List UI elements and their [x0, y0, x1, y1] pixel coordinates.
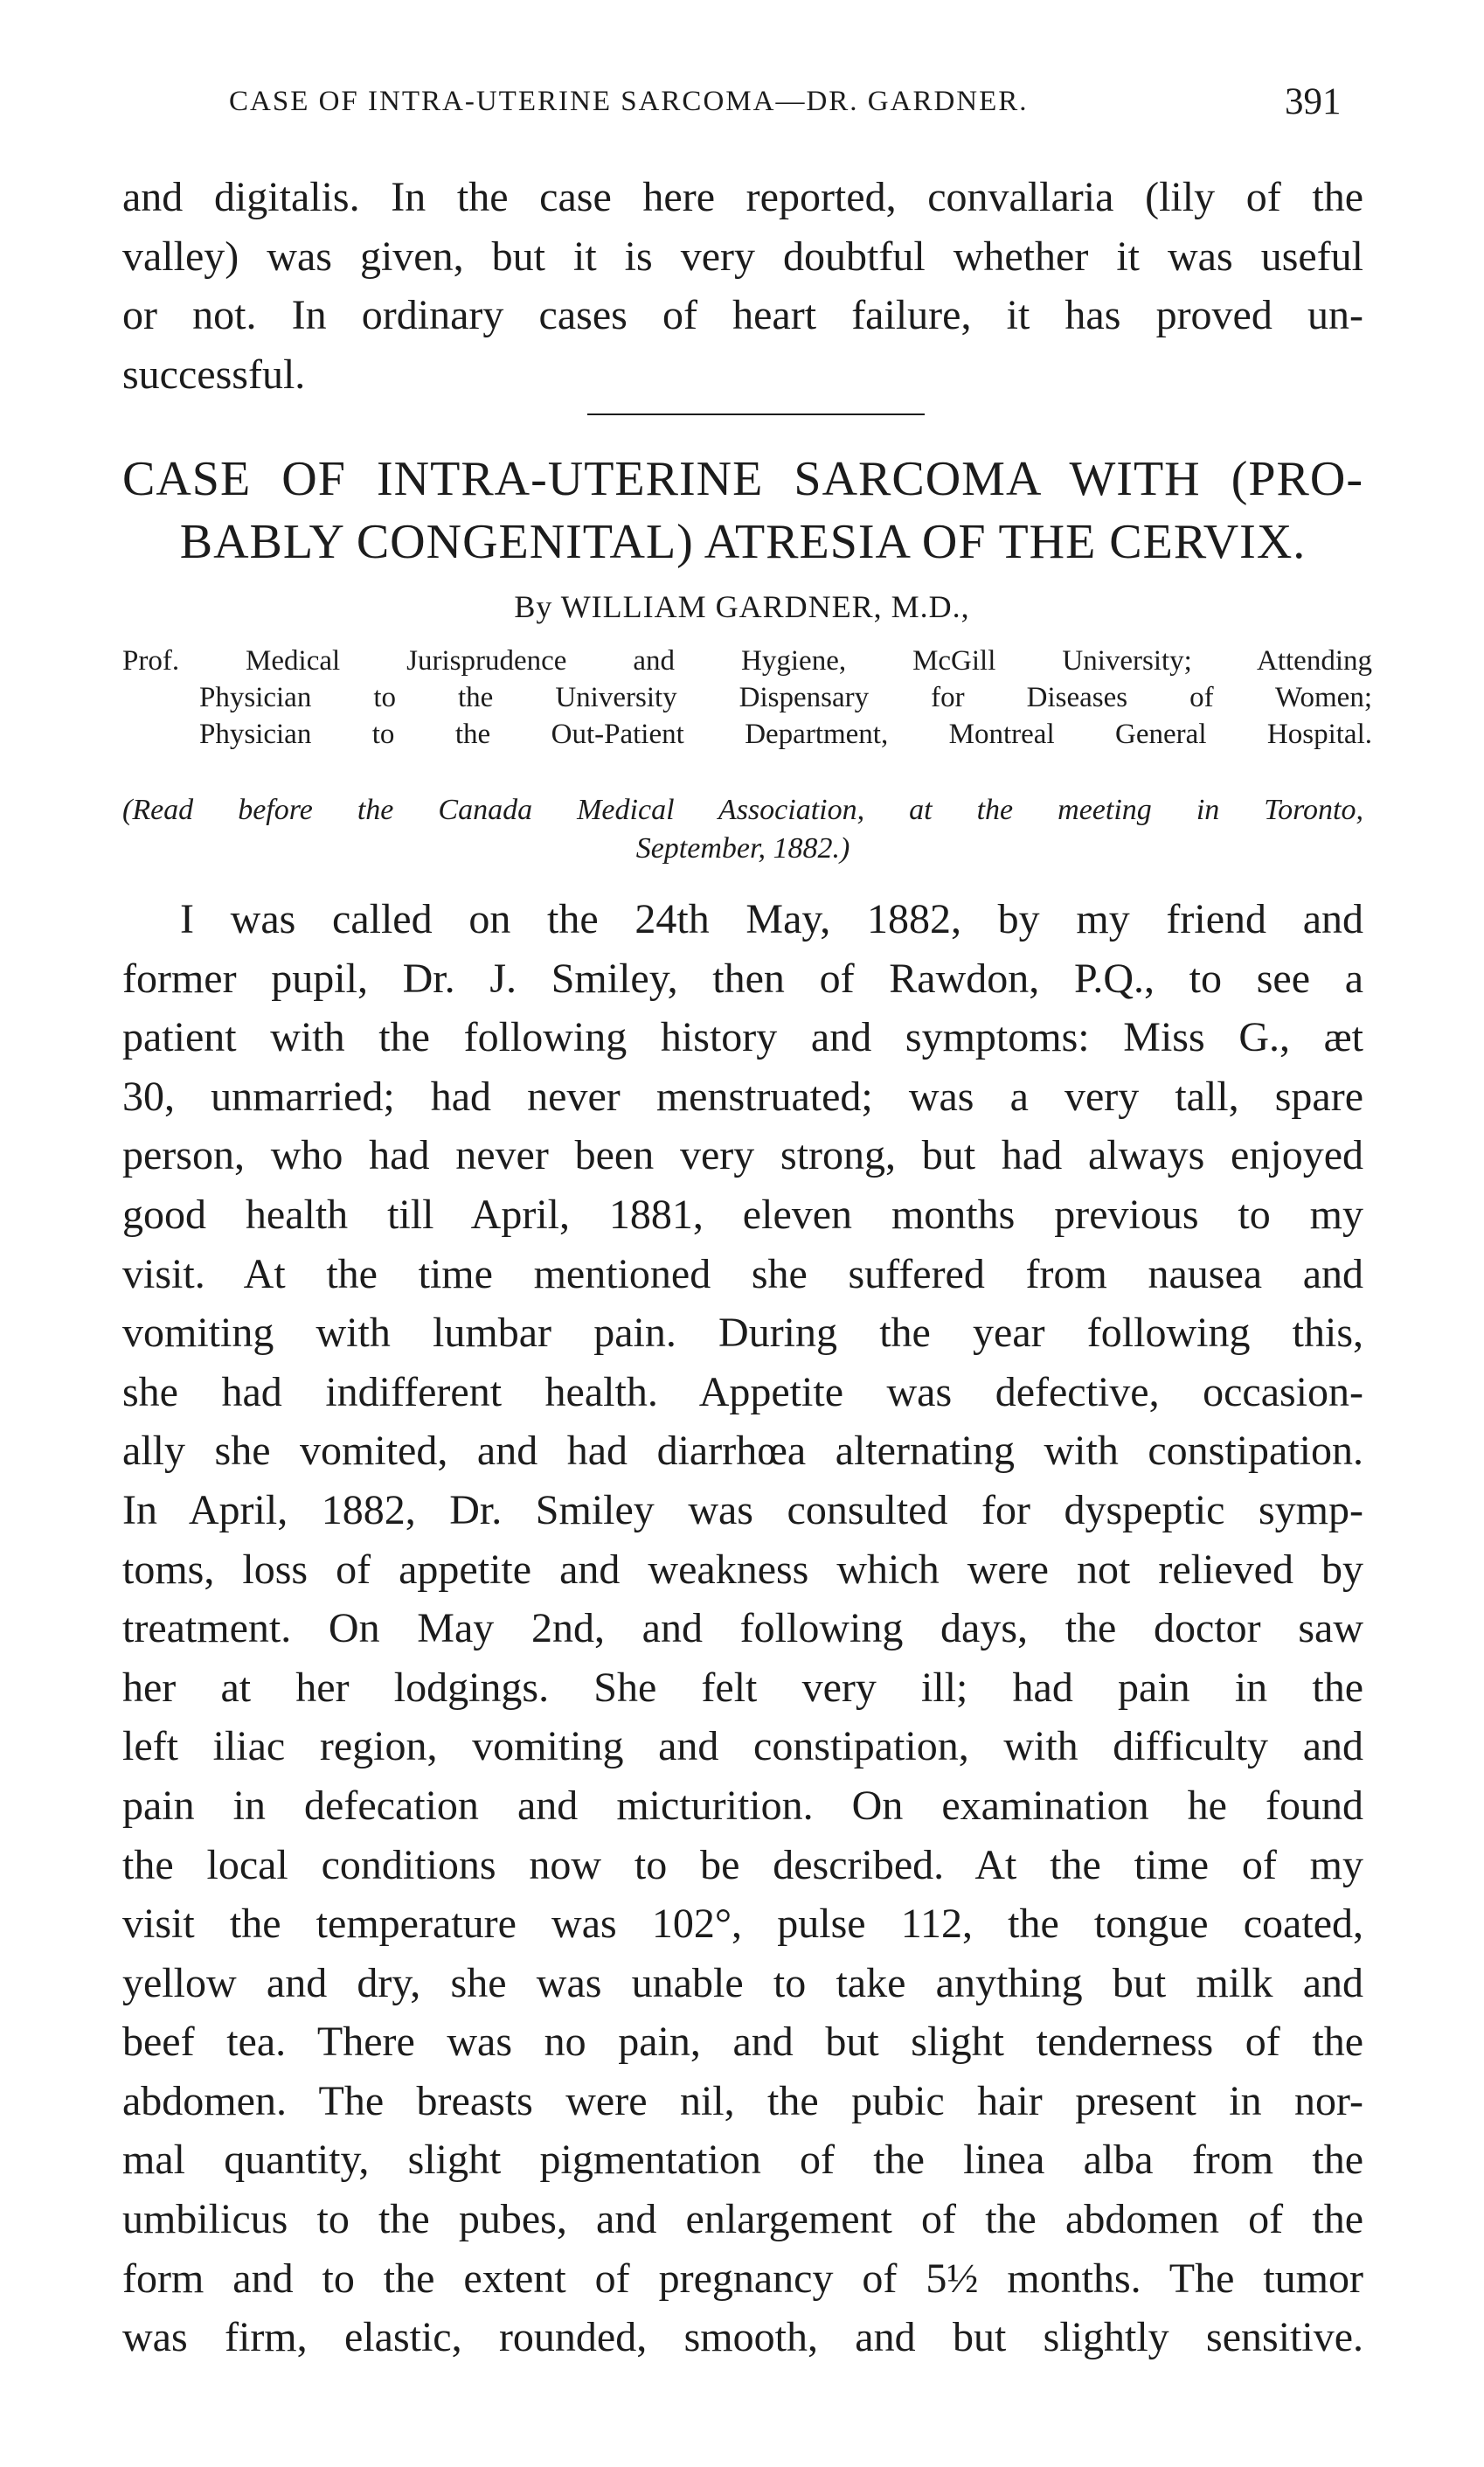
text-line: and digitalis. In the case here reported, convallaria (lily of the — [122, 174, 1363, 220]
text-line: In April, 1882, Dr. Smiley was consulted for dyspeptic symp- — [122, 1486, 1363, 1533]
affiliation-line: Physician to the Out-Patient Department, Montreal General Hospital. — [199, 719, 1372, 750]
text-line: person, who had never been very strong, but had always enjoyed — [122, 1132, 1363, 1179]
text-line: former pupil, Dr. J. Smiley, then of Rawdon, P.Q., to see a — [122, 955, 1363, 1002]
text-line: toms, loss of appetite and weakness which were not relieved by — [122, 1546, 1363, 1593]
text-line: left iliac region, vomiting and constipation, with difficulty and — [122, 1723, 1363, 1770]
text-line: was firm, elastic, rounded, smooth, and but slightly sensitive. — [122, 2314, 1363, 2361]
presentation-note-line: September, 1882.) — [635, 832, 850, 865]
text-line: she had indifferent health. Appetite was defective, occasion- — [122, 1368, 1363, 1415]
text-line: beef tea. There was no pain, and but slight tenderness of the — [122, 2019, 1363, 2066]
article-title — [122, 448, 1363, 573]
presentation-note-line: (Read before the Canada Medical Association, at the meeting in Toronto, — [122, 794, 1363, 826]
article-title-line: CASE OF INTRA-UTERINE SARCOMA WITH (PRO- — [122, 452, 1363, 506]
text-line: ally she vomited, and had diarrhœa alternating with constipation. — [122, 1428, 1363, 1475]
text-line: treatment. On May 2nd, and following days, the doctor saw — [122, 1605, 1363, 1652]
text-line: the local conditions now to be described. At the time of my — [122, 1841, 1363, 1888]
text-line: abdomen. The breasts were nil, the pubic hair present in nor- — [122, 2077, 1363, 2124]
text-line: visit the temperature was 102°, pulse 112, the tongue coated, — [122, 1901, 1363, 1948]
main-paragraph — [122, 890, 1363, 2367]
text-line: vomiting with lumbar pain. During the year following this, — [122, 1310, 1363, 1357]
text-line: 30, unmarried; had never menstruated; was a very tall, spare — [122, 1073, 1363, 1120]
text-line: form and to the extent of pregnancy of 5½ months. The tumor — [122, 2255, 1363, 2302]
text-line: yellow and dry, she was unable to take anything but milk and — [122, 1959, 1363, 2006]
presentation-note — [122, 791, 1363, 868]
text-line: successful. — [122, 351, 306, 398]
affiliation-line: Physician to the University Dispensary for Diseases of Women; — [199, 682, 1372, 713]
page-number: 391 — [1285, 81, 1342, 122]
article-title-line: BABLY CONGENITAL) ATRESIA OF THE CERVIX. — [179, 515, 1307, 569]
text-line: I was called on the 24th May, 1882, by my friend and — [180, 896, 1363, 942]
text-line: patient with the following history and symptoms: Miss G., æt — [122, 1014, 1363, 1061]
text-line: valley) was given, but it is very doubtful whether it was useful — [122, 233, 1363, 280]
section-divider — [587, 413, 925, 415]
author-byline: By WILLIAM GARDNER, M.D., — [514, 589, 970, 624]
author-affiliation — [122, 643, 1372, 753]
text-line: mal quantity, slight pigmentation of the linea alba from the — [122, 2137, 1363, 2184]
text-line: or not. In ordinary cases of heart failure, it has proved un- — [122, 292, 1363, 339]
affiliation-line: Prof. Medical Jurisprudence and Hygiene, McGill University; Attending — [122, 645, 1372, 677]
text-line: her at her lodgings. She felt very ill; had pain in the — [122, 1664, 1363, 1711]
running-head: CASE OF INTRA-UTERINE SARCOMA—DR. GARDNER. — [229, 86, 1029, 117]
text-line: pain in defecation and micturition. On examination he found — [122, 1782, 1363, 1829]
text-line: umbilicus to the pubes, and enlargement of the abdomen of the — [122, 2196, 1363, 2243]
text-line: good health till April, 1881, eleven months previous to my — [122, 1191, 1363, 1238]
text-line: visit. At the time mentioned she suffered from nausea and — [122, 1250, 1363, 1297]
intro-paragraph — [122, 168, 1363, 404]
